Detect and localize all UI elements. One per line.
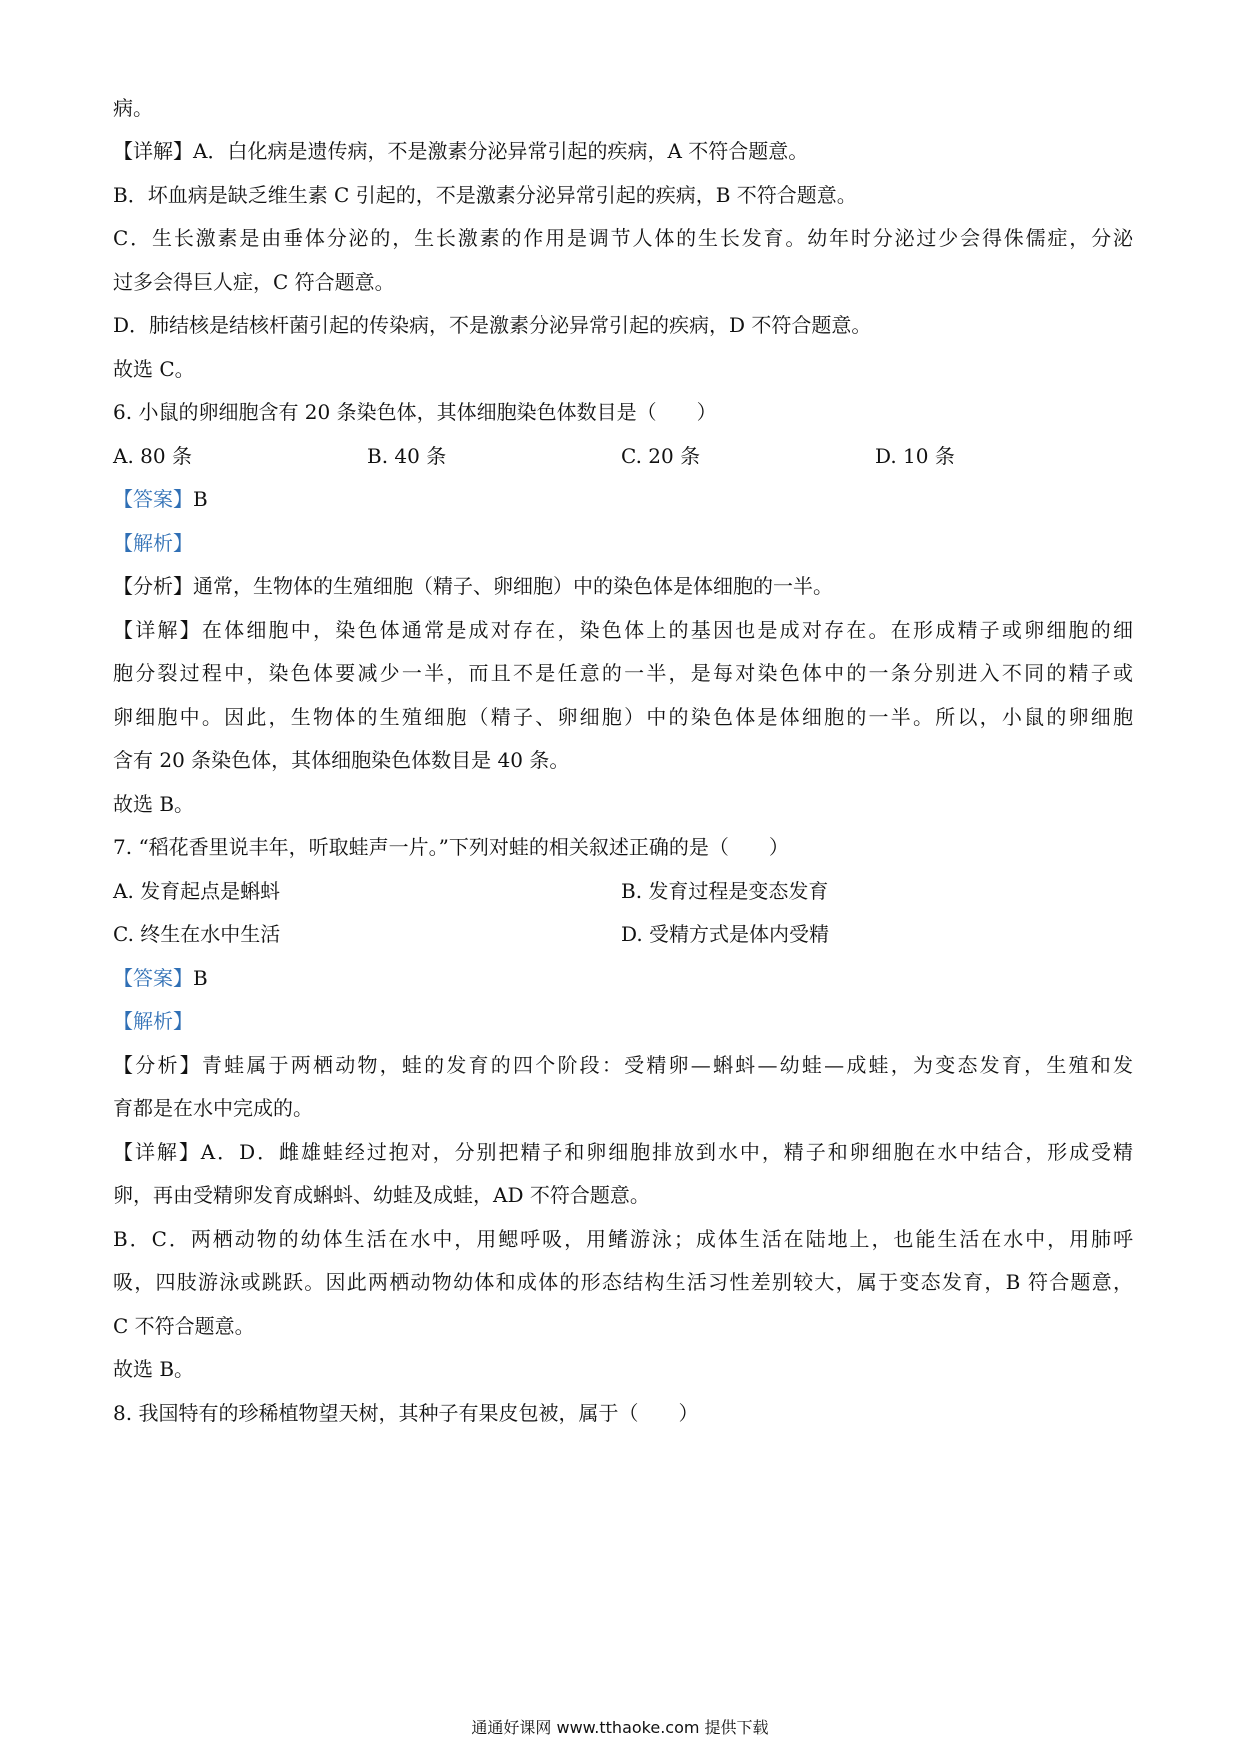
q7-jiexi-label: 【解析】 (113, 1009, 193, 1033)
q7-option-d: D. 受精方式是体内受精 (621, 922, 830, 946)
text-line: 育都是在水中完成的。 (113, 1096, 313, 1120)
text-line: 【分析】通常，生物体的生殖细胞（精子、卵细胞）中的染色体是体细胞的一半。 (113, 574, 833, 598)
q6-option-d: D. 10 条 (875, 444, 955, 468)
answer-value: B (193, 966, 208, 990)
q6-option-c: C. 20 条 (621, 444, 701, 468)
text-line: 故选 C。 (113, 357, 195, 381)
text-line: 含有 20 条染色体，其体细胞染色体数目是 40 条。 (113, 748, 570, 772)
page-footer: 通通好课网 www.tthaoke.com 提供下载 (471, 1718, 769, 1737)
text-line: C．生长激素是由垂体分泌的，生长激素的作用是调节人体的生长发育。幼年时分泌过少会得侏儒症，分泌 (113, 226, 1133, 250)
text-line: D．肺结核是结核杆菌引起的传染病，不是激素分泌异常引起的疾病，D 不符合题意。 (113, 313, 872, 337)
text-line: 卵细胞中。因此，生物体的生殖细胞（精子、卵细胞）中的染色体是体细胞的一半。所以，小鼠的卵细胞 (113, 705, 1133, 729)
answer-label: 【答案】 (113, 966, 193, 990)
q6-option-b: B. 40 条 (367, 444, 447, 468)
text-line: 病。 (113, 96, 153, 120)
text-line: 卵，再由受精卵发育成蝌蚪、幼蛙及成蛙，AD 不符合题意。 (113, 1183, 650, 1207)
q6-answer (113, 485, 1133, 513)
q6-option-a: A. 80 条 (113, 444, 192, 468)
text-line: 故选 B。 (113, 1357, 195, 1381)
text-line: 胞分裂过程中，染色体要减少一半，而且不是任意的一半，是每对染色体中的一条分别进入不同的精子或 (113, 661, 1133, 685)
text-line: B．C．两栖动物的幼体生活在水中，用鳃呼吸，用鳍游泳；成体生活在陆地上，也能生活在水中，用肺呼 (113, 1227, 1133, 1251)
q6-jiexi-label: 【解析】 (113, 531, 193, 555)
text-line: C 不符合题意。 (113, 1314, 255, 1338)
q7-option-c: C. 终生在水中生活 (113, 922, 281, 946)
question-6-stem: 6. 小鼠的卵细胞含有 20 条染色体，其体细胞染色体数目是（ ） (113, 400, 717, 424)
question-8-stem: 8. 我国特有的珍稀植物望天树，其种子有果皮包被，属于（ ） (113, 1401, 699, 1425)
text-line: 【详解】A．D．雌雄蛙经过抱对，分别把精子和卵细胞排放到水中，精子和卵细胞在水中结合，形成受精 (113, 1140, 1133, 1164)
q7-option-a: A. 发育起点是蝌蚪 (113, 879, 281, 903)
text-line: 过多会得巨人症，C 符合题意。 (113, 270, 395, 294)
text-line: 吸，四肢游泳或跳跃。因此两栖动物幼体和成体的形态结构生活习性差别较大，属于变态发育，B 符合题意， (113, 1270, 1133, 1294)
text-line: 【详解】A．白化病是遗传病，不是激素分泌异常引起的疾病，A 不符合题意。 (113, 139, 809, 163)
text-line: 故选 B。 (113, 792, 195, 816)
q7-option-b: B. 发育过程是变态发育 (621, 879, 829, 903)
text-line: 【分析】青蛙属于两栖动物，蛙的发育的四个阶段：受精卵—蝌蚪—幼蛙—成蛙，为变态发育，生殖和发 (113, 1053, 1133, 1077)
question-7-stem: 7. “稻花香里说丰年，听取蛙声一片。”下列对蛙的相关叙述正确的是（ ） (113, 835, 789, 859)
q7-answer (113, 964, 1133, 992)
answer-label: 【答案】 (113, 487, 193, 511)
answer-value: B (193, 487, 208, 511)
text-line: 【详解】在体细胞中，染色体通常是成对存在，染色体上的基因也是成对存在。在形成精子或卵细胞的细 (113, 618, 1133, 642)
text-line: B．坏血病是缺乏维生素 C 引起的，不是激素分泌异常引起的疾病，B 不符合题意。 (113, 183, 857, 207)
